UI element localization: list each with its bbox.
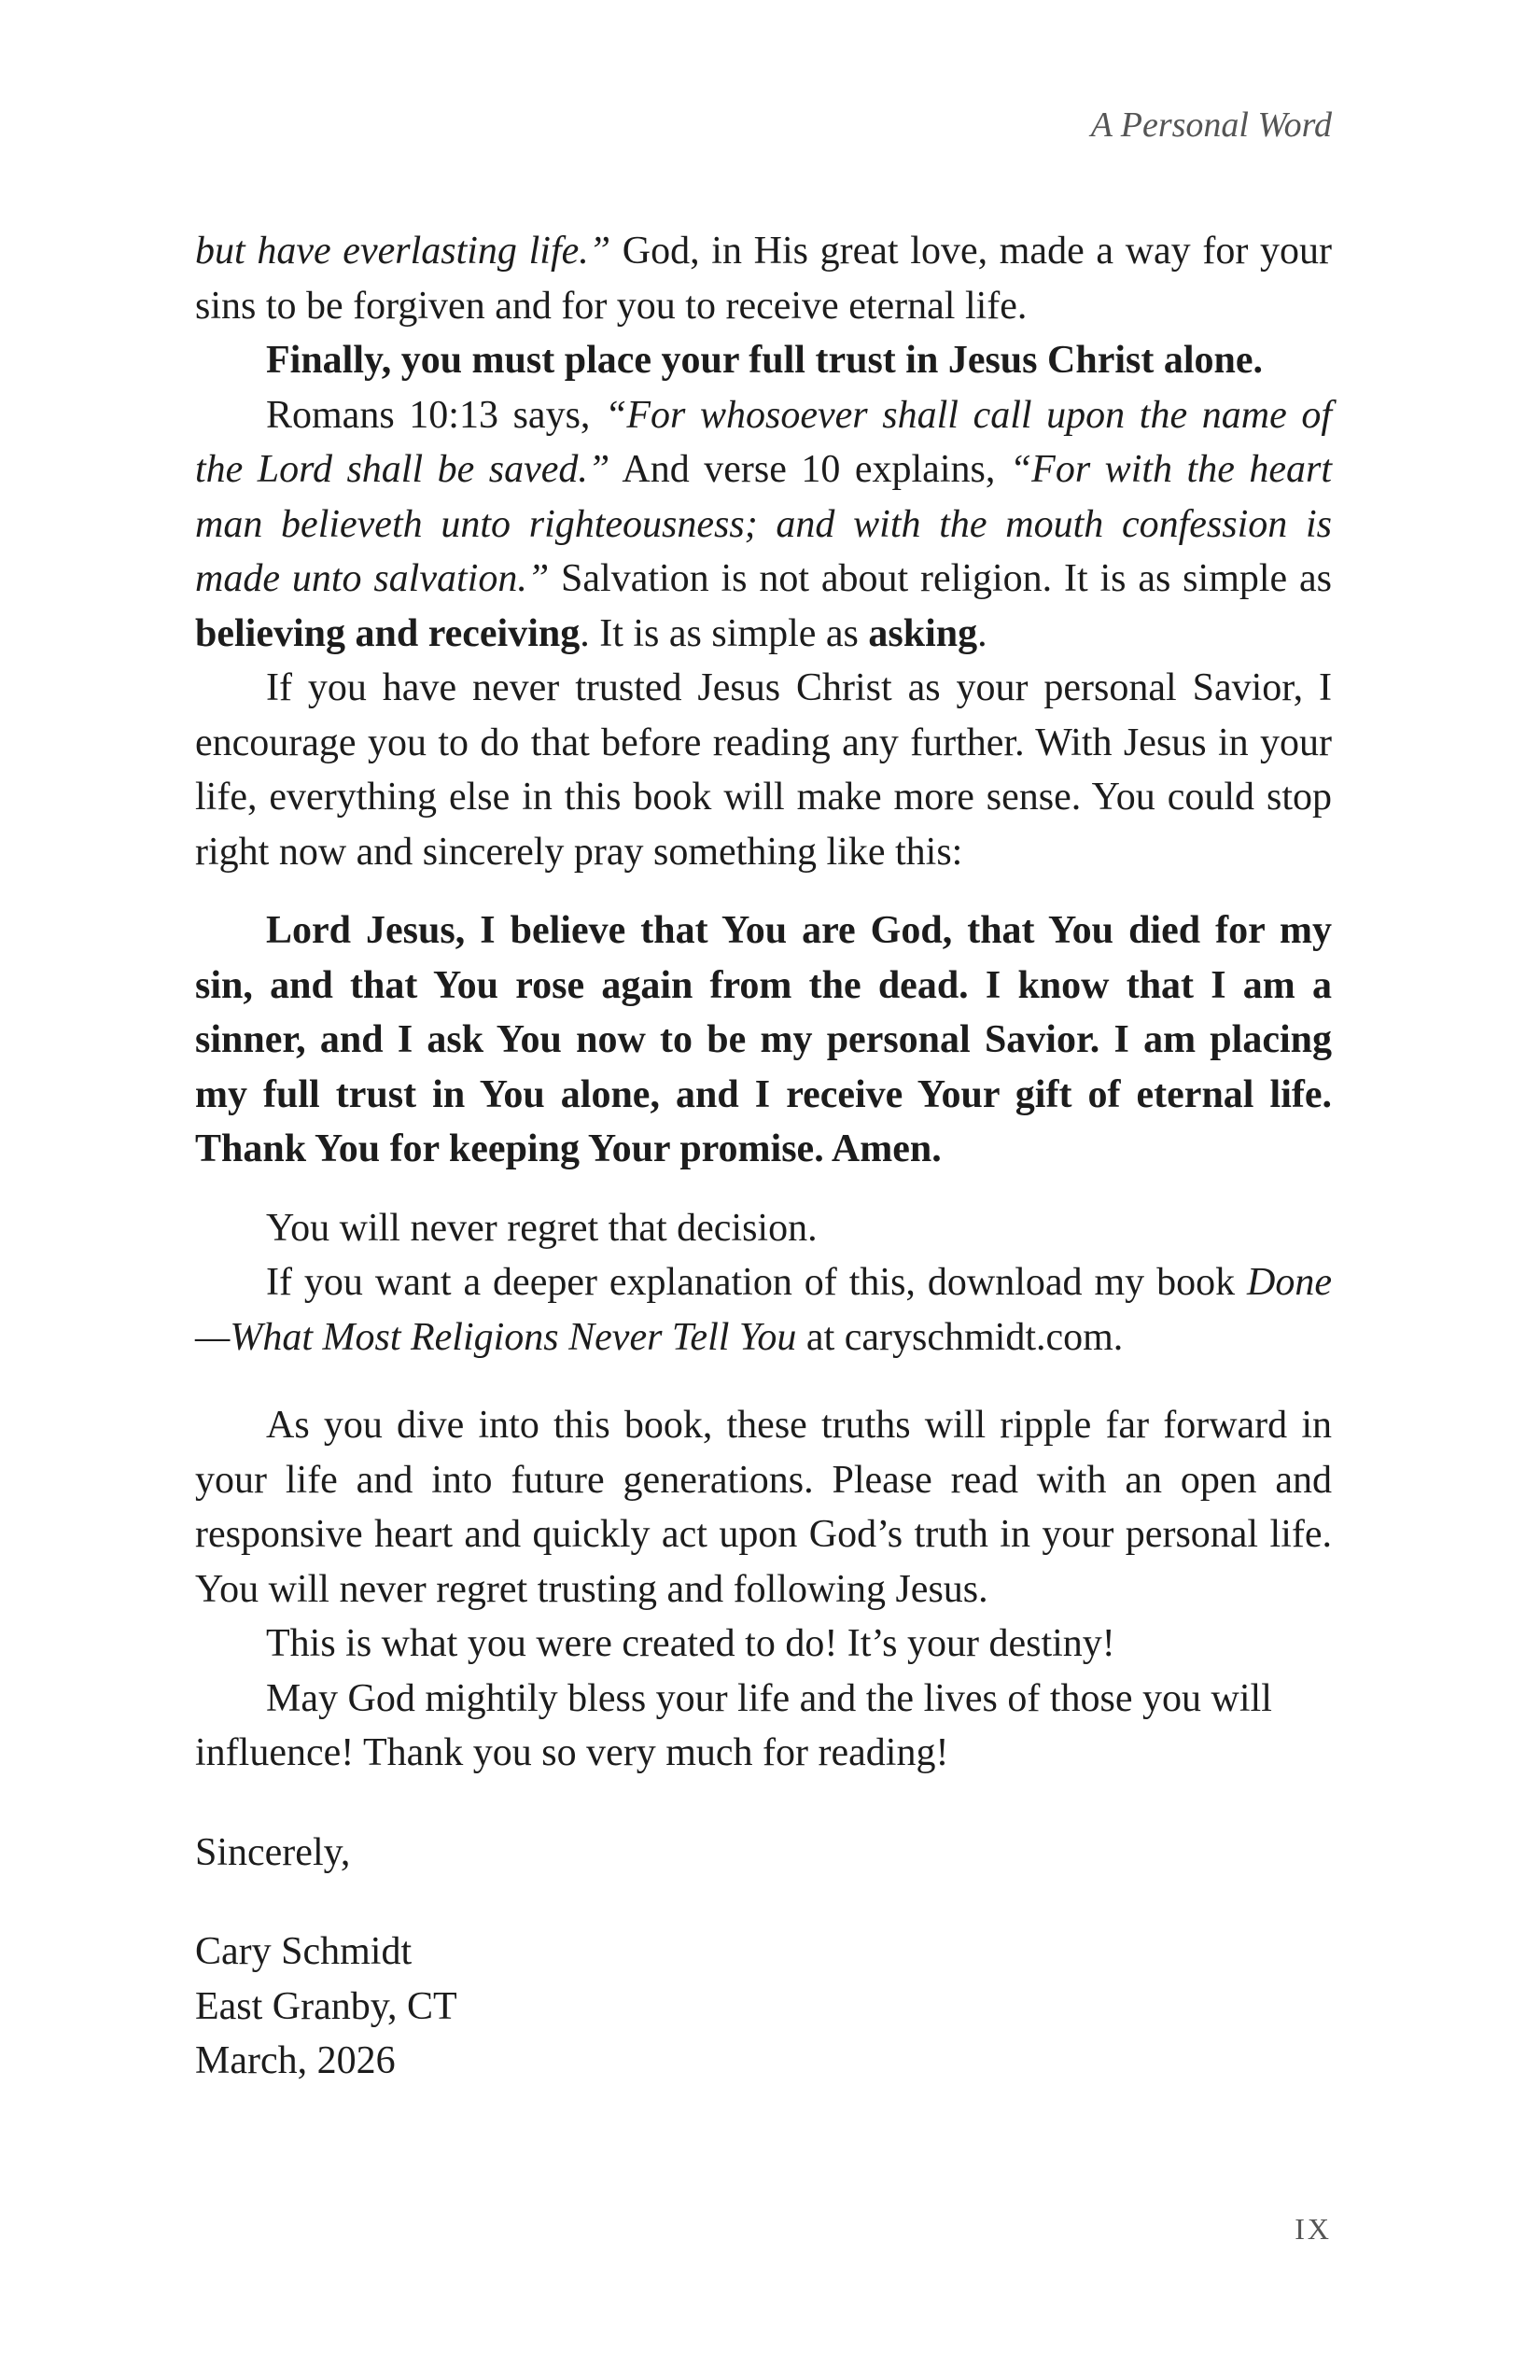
emphasis-text: believing and receiving — [195, 611, 581, 655]
paragraph-1: but have everlasting life.” God, in His great love, made a way for your sins to be forgiven and for you to receive eternal life. — [195, 230, 1332, 328]
signoff: Sincerely, — [195, 1830, 351, 1874]
paragraph-6: If you want a deeper explanation of this, download my book Done—What Most Religions Never Tell You at caryschmidt.com. — [195, 1261, 1332, 1359]
book-title: Done—What Most Religions Never Tell You — [195, 1261, 1332, 1359]
paragraph-2-emphasis: Finally, you must place your full trust in Jesus Christ alone. — [266, 339, 1264, 382]
paragraph-9: May God mightily bless your life and the lives of those you will influence! Thank you so very much for reading! — [195, 1676, 1272, 1774]
scripture-quote: “For with the heart man believeth unto righteousness; and with the mouth confession is made unto salvation.” — [195, 448, 1332, 600]
author-location: East Granby, CT — [195, 1984, 457, 2028]
body-text — [195, 224, 1332, 2089]
emphasis-text: asking — [868, 611, 978, 655]
signature-date: March, 2026 — [195, 2039, 396, 2082]
scripture-quote: but have everlasting life.” — [195, 230, 611, 273]
signature-block — [195, 1925, 1332, 2089]
page-number: IX — [1295, 2212, 1332, 2246]
paragraph-3: Romans 10:13 says, “For whosoever shall call upon the name of the Lord shall be saved.” And verse 10 explains, “For with the heart man believeth unto righteousness; and with the mouth confession is made unto salvation.” Salvation is not about religion. It is as simple as believing and receiving. It is as simple as asking. — [195, 393, 1333, 655]
paragraph-5: You will never regret that decision. — [266, 1206, 818, 1250]
paragraph-7: As you dive into this book, these truths will ripple far forward in your life and into future generations. Please read with an open and responsive heart and quickly act upon God’s truth in your personal life. You will never regret trusting and following Jesus. — [195, 1404, 1332, 1611]
prayer-block: Lord Jesus, I believe that You are God, that You died for my sin, and that You rose again from the dead. I know that I am a sinner, and I ask You now to be my personal Savior. I am placing my full trust in You alone, and I receive Your gift of eternal life. Thank You for keeping Your promise. Amen. — [195, 909, 1332, 1170]
running-head: A Personal Word — [1090, 105, 1332, 145]
paragraph-8: This is what you were created to do! It’s your destiny! — [266, 1622, 1115, 1665]
scripture-quote: “For whosoever shall call upon the name of the Lord shall be saved.” — [195, 393, 1333, 491]
author-name: Cary Schmidt — [195, 1930, 413, 1973]
paragraph-4: If you have never trusted Jesus Christ as your personal Savior, I encourage you to do that before reading any further. With Jesus in your life, everything else in this book will make more sense. You could stop right now and sincerely pray something like this: — [195, 666, 1332, 874]
